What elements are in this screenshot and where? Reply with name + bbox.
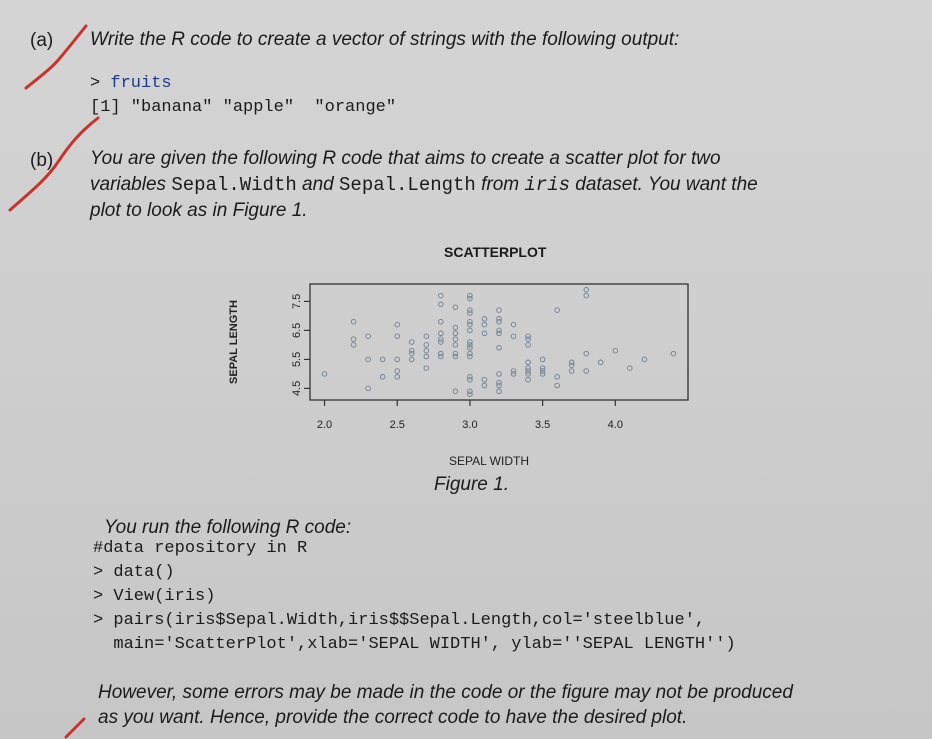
text-fragment: dataset. You want the [570, 174, 758, 195]
data-point [482, 322, 487, 327]
data-point [366, 334, 371, 339]
data-point [409, 357, 414, 362]
x-tick-label: 3.5 [534, 419, 551, 431]
x-axis-label: SEPAL WIDTH [448, 454, 530, 468]
data-point [482, 331, 487, 336]
data-point [439, 351, 444, 356]
red-tick-bottom [60, 715, 100, 739]
x-tick-label: 4.0 [607, 419, 623, 431]
data-point [366, 357, 371, 362]
data-point [395, 334, 400, 339]
code-line-4: > pairs(iris$Sepal.Width,iris$$Sepal.Length,col='steelblue', [93, 611, 706, 630]
data-point [482, 383, 487, 388]
data-point [453, 305, 458, 310]
question-a-text: Write the R code to create a vector of strings with the following output: [90, 29, 680, 50]
data-point [511, 369, 516, 374]
code-line-3: > View(iris) [93, 587, 216, 606]
data-point [351, 337, 356, 342]
data-point [468, 351, 473, 356]
data-point [497, 389, 502, 394]
data-point [453, 389, 458, 394]
data-point [628, 366, 633, 371]
data-point [380, 357, 385, 362]
data-point [424, 366, 429, 371]
data-point [424, 348, 429, 353]
question-b-text-line1: You are given the following R code that aims to create a scatter plot for two [90, 148, 721, 169]
data-point [468, 375, 473, 380]
question-a-label: (a) [30, 30, 54, 51]
scatter-plot [215, 232, 715, 472]
data-point [511, 322, 516, 327]
data-point [526, 343, 531, 348]
data-point [453, 325, 458, 330]
data-point [526, 366, 531, 371]
data-point [453, 337, 458, 342]
data-point [395, 369, 400, 374]
data-point [395, 322, 400, 327]
plot-frame [310, 284, 688, 400]
data-point [497, 328, 502, 333]
console-input-line [90, 74, 172, 93]
data-point [555, 375, 560, 380]
data-point [424, 334, 429, 339]
data-point [322, 372, 327, 377]
x-tick-label: 3.0 [462, 419, 478, 431]
data-point [439, 302, 444, 307]
data-point [598, 360, 603, 365]
data-point [540, 357, 545, 362]
data-point [671, 351, 676, 356]
dataset-name: iris [524, 174, 571, 196]
data-point [351, 343, 356, 348]
data-point [468, 319, 473, 324]
data-point [482, 317, 487, 322]
question-b-text-line3: plot to look as in Figure 1. [90, 200, 308, 221]
data-point [526, 334, 531, 339]
data-point [613, 348, 618, 353]
data-point [468, 308, 473, 313]
data-point [439, 337, 444, 342]
x-tick-label: 2.5 [389, 419, 405, 431]
data-point [424, 343, 429, 348]
data-point [526, 360, 531, 365]
data-point [468, 340, 473, 345]
closing-line-1: However, some errors may be made in the code or the figure may not be produced [98, 682, 793, 703]
console-output: [1] "banana" "apple" "orange" [90, 98, 397, 117]
data-point [584, 351, 589, 356]
data-point [380, 375, 385, 380]
closing-line-2: as you want. Hence, provide the correct code to have the desired plot. [98, 707, 688, 728]
data-point [569, 369, 574, 374]
chart-title: SCATTERPLOT [444, 244, 547, 260]
data-point [409, 348, 414, 353]
data-point [642, 357, 647, 362]
data-point [555, 308, 560, 313]
data-point [439, 293, 444, 298]
y-tick-label: 6.5 [291, 322, 303, 339]
data-point [468, 389, 473, 394]
data-point [439, 331, 444, 336]
run-intro: You run the following R code: [104, 517, 352, 538]
data-point [439, 319, 444, 324]
text-fragment: and [296, 174, 340, 195]
x-tick-label: 2.0 [316, 419, 333, 431]
data-point [584, 369, 589, 374]
console-prompt: > [90, 74, 101, 93]
data-point [468, 293, 473, 298]
question-b-text-line2 [90, 172, 758, 198]
y-tick-label: 7.5 [291, 293, 303, 310]
y-tick-label: 5.5 [291, 351, 303, 368]
data-point [453, 343, 458, 348]
data-point [555, 383, 560, 388]
data-point [511, 334, 516, 339]
data-point [584, 288, 589, 293]
data-point [453, 351, 458, 356]
y-tick-label: 4.5 [291, 380, 303, 397]
data-point [497, 380, 502, 385]
data-point [584, 293, 589, 298]
data-point [569, 360, 574, 365]
variable-sepal-length: Sepal.Length [339, 174, 476, 196]
code-line-1: #data repository in R [93, 539, 308, 558]
data-point [395, 357, 400, 362]
console-input: fruits [110, 74, 172, 93]
data-point [540, 366, 545, 371]
data-point [366, 386, 371, 391]
data-point [497, 308, 502, 313]
code-line-2: > data() [93, 563, 175, 582]
data-point [453, 331, 458, 336]
figure-caption: Figure 1. [434, 474, 509, 495]
data-point [497, 317, 502, 322]
data-point [395, 375, 400, 380]
data-point [409, 340, 414, 345]
data-point [497, 346, 502, 351]
y-axis-label: SEPAL LENGTH [228, 300, 240, 384]
question-b-label: (b) [30, 150, 54, 171]
data-point [424, 354, 429, 359]
code-line-5: main='ScatterPlot',xlab='SEPAL WIDTH', ylab=''SEPAL LENGTH'') [93, 635, 736, 654]
text-fragment: from [475, 174, 525, 195]
data-point [468, 328, 473, 333]
data-point [351, 319, 356, 324]
data-point [497, 372, 502, 377]
variable-sepal-width: Sepal.Width [171, 174, 297, 196]
data-point [526, 377, 531, 382]
data-point [482, 377, 487, 382]
text-fragment: variables [90, 174, 172, 195]
